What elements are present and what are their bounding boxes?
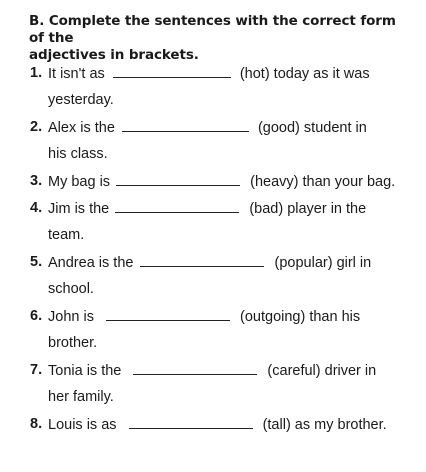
- sentence-after: (heavy) than your bag.: [250, 174, 396, 190]
- sentence-before: Andrea is the: [48, 255, 134, 271]
- sentence-after: (bad) player in the: [249, 201, 367, 217]
- answer-blank[interactable]: [122, 118, 249, 132]
- sentence-continuation: his class.: [48, 146, 108, 162]
- sentence-line: [48, 172, 395, 191]
- sentence-before: John is: [48, 309, 94, 325]
- sentence-line: [48, 361, 376, 380]
- answer-blank[interactable]: [106, 307, 230, 321]
- answer-blank[interactable]: [115, 199, 239, 213]
- answer-blank[interactable]: [116, 172, 240, 186]
- sentence-after: (tall) as my brother.: [262, 417, 387, 433]
- answer-blank[interactable]: [113, 64, 231, 78]
- sentence-continuation: her family.: [48, 389, 114, 405]
- sentence-after: (careful) driver in: [267, 363, 377, 379]
- sentence-after: (popular) girl in: [274, 255, 372, 271]
- exercise-title: [29, 13, 409, 64]
- sentence-before: Jim is the: [48, 201, 110, 217]
- item-number: 1.: [30, 65, 43, 81]
- item-number: 5.: [30, 254, 43, 270]
- sentence-continuation: yesterday.: [48, 92, 114, 108]
- sentence-after: (good) student in: [257, 120, 367, 136]
- sentence-line: [48, 118, 367, 137]
- sentence-before: Alex is the: [48, 120, 115, 136]
- sentence-continuation: team.: [48, 227, 85, 243]
- item-number: 4.: [30, 200, 43, 216]
- sentence-continuation: brother.: [48, 335, 98, 351]
- sentence-line: [48, 199, 366, 218]
- sentence-line: [48, 64, 370, 83]
- sentence-after: (outgoing) than his: [240, 309, 361, 325]
- item-number: 3.: [30, 173, 43, 189]
- exercise-title-line-1: B. Complete the sentences with the correct form of the: [29, 13, 396, 46]
- sentence-before: Louis is as: [48, 417, 117, 433]
- sentence-line: [48, 307, 360, 326]
- answer-blank[interactable]: [133, 361, 257, 375]
- item-number: 2.: [30, 119, 43, 135]
- sentence-after: (hot) today as it was: [239, 66, 370, 82]
- item-number: 8.: [30, 416, 43, 432]
- sentence-line: [48, 253, 371, 272]
- item-number: 6.: [30, 308, 43, 324]
- answer-blank[interactable]: [129, 415, 253, 429]
- sentence-before: It isn't as: [48, 66, 105, 82]
- exercise-title-line-2: adjectives in brackets.: [29, 47, 199, 63]
- sentence-before: My bag is: [48, 174, 111, 190]
- sentence-before: Tonia is the: [48, 363, 122, 379]
- item-number: 7.: [30, 362, 43, 378]
- answer-blank[interactable]: [140, 253, 264, 267]
- sentence-continuation: school.: [48, 281, 94, 297]
- sentence-line: [48, 415, 387, 434]
